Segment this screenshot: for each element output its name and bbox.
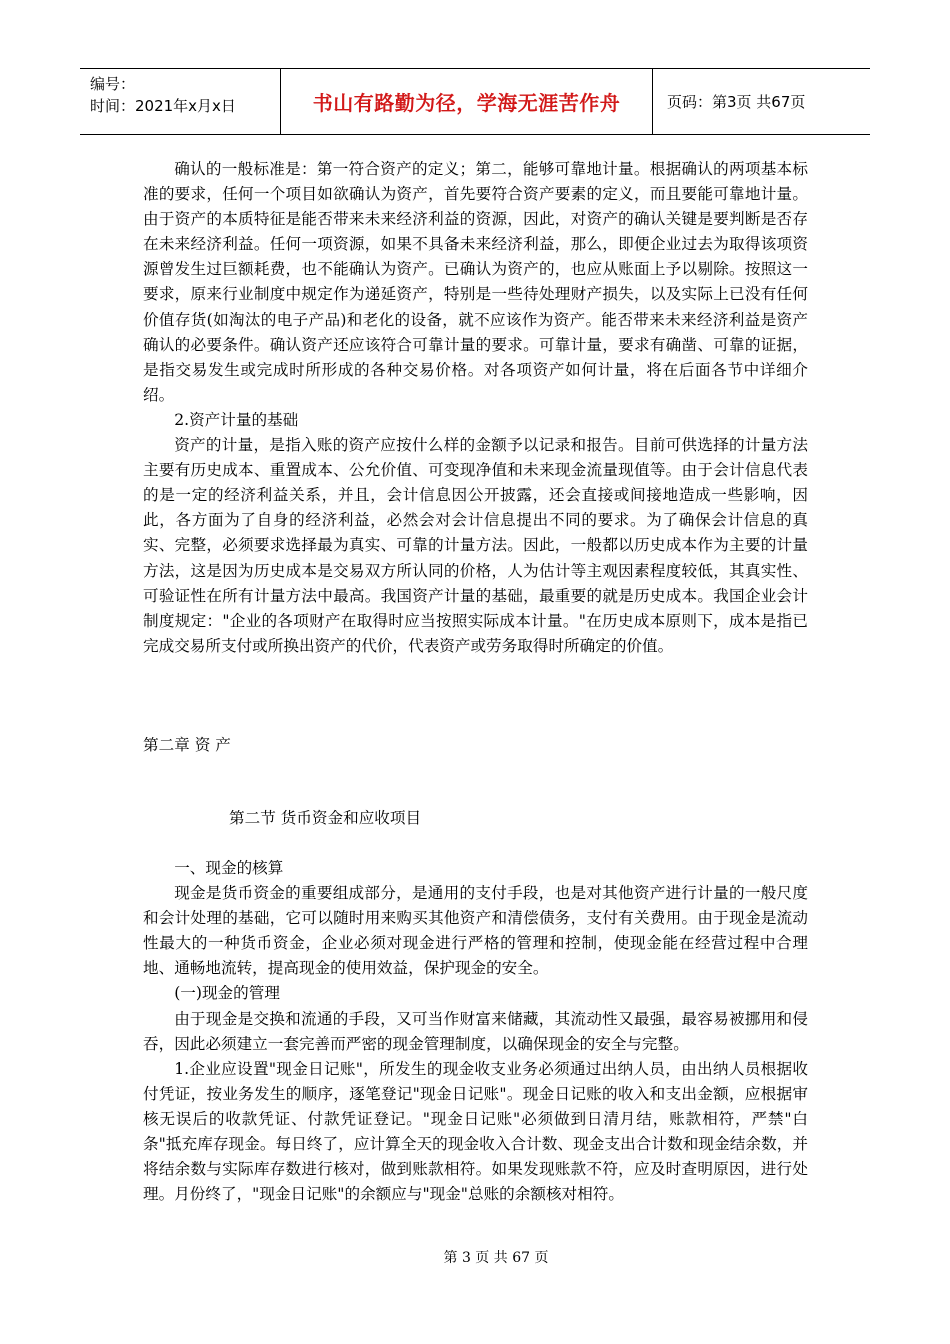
document-number-label: 编号：: [90, 75, 136, 93]
document-date: 时间：2021年x月x日: [90, 97, 236, 115]
subheading: 2.资产计量的基础: [174, 410, 299, 429]
paragraph: 1.企业应设置"现金日记账"，所发生的现金收支业务必须通过出纳人员，由出纳人员根据收付凭证，按业务发生的顺序，逐笔登记"现金日记账"。现金日记账的收入和支出金额，应根据审核无误后的收款凭证、付款凭证登记。"现金日记账"必须做到日清月结，账款相符，严禁"白条"抵充库存现金。每日终了，应计算全天的现金收入合计数、现金支出合计数和现金结余数，并将结余数与实际库存数进行核对，做到账款相符。如果发现账款不符，应及时查明原因，进行处理。月份终了，"现金日记账"的余额应与"现金"总账的余额核对相符。: [143, 1059, 808, 1204]
paragraph: 由于现金是交换和流通的手段，又可当作财富来储藏，其流动性又最强，最容易被挪用和侵吞，因此必须建立一套完善而严密的现金管理制度，以确保现金的安全与完整。: [143, 1009, 808, 1053]
paragraph: 确认的一般标准是：第一符合资产的定义；第二，能够可靠地计量。根据确认的两项基本标准的要求，任何一个项目如欲确认为资产，首先要符合资产要素的定义，而且要能可靠地计量。由于资产的本质特征是能否带来未来经济利益的资源，因此，对资产的确认关键是要判断是否存在未来经济利益。任何一项资源，如果不具备未来经济利益，那么，即便企业过去为取得该项资源曾发生过巨额耗费，也不能确认为资产。已确认为资产的，也应从账面上予以剔除。按照这一要求，原来行业制度中规定作为递延资产，特别是一些待处理财产损失，以及实际上已没有任何价值存货(如淘汰的电子产品)和老化的设备，就不应该作为资产。能否带来未来经济利益是资产确认的必要条件。确认资产还应该符合可靠计量的要求。可靠计量，要求有确凿、可靠的证据，是指交易发生或完成时所形成的各种交易价格。对各项资产如何计量，将在后面各节中详细介绍。: [143, 160, 808, 404]
body-section-1: [143, 157, 808, 659]
section-title: 第二节 货币资金和应收项目: [229, 809, 422, 827]
paragraph: 资产的计量，是指入账的资产应按什么样的金额予以记录和报告。目前可供选择的计量方法主要有历史成本、重置成本、公允价值、可变现净值和未来现金流量现值等。由于会计信息代表的是一定的经济利益关系，并且，会计信息因公开披露，还会直接或间接地造成一些影响，因此，各方面为了自身的经济利益，必然会对会计信息提出不同的要求。为了确保会计信息的真实、完整，必须要求选择最为真实、可靠的计量方法。因此，一般都以历史成本作为主要的计量方法，这是因为历史成本是交易双方所认同的价格，人为估计等主观因素程度较低，其真实性、可验证性在所有计量方法中最高。我国资产计量的基础，最重要的就是历史成本。我国企业会计制度规定："企业的各项财产在取得时应当按照实际成本计量。"在历史成本原则下，成本是指已完成交易所支付或所换出资产的代价，代表资产或劳务取得时所确定的价值。: [143, 436, 808, 655]
paragraph: 现金是货币资金的重要组成部分，是通用的支付手段，也是对其他资产进行计量的一般尺度和会计处理的基础，它可以随时用来购买其他资产和清偿债务，支付有关费用。由于现金是流动性最大的一种货币资金，企业必须对现金进行严格的管理和控制，使现金能在经营过程中合理地、通畅地流转，提高现金的使用效益，保护现金的安全。: [143, 884, 808, 978]
page-footer: 第 3 页 共 67 页: [443, 1250, 549, 1266]
chapter-title: 第二章 资 产: [143, 736, 231, 754]
subheading: (一)现金的管理: [174, 984, 280, 1003]
header-page-info: 页码：第3页 共67页: [667, 93, 806, 111]
subheading: 一、现金的核算: [174, 859, 284, 877]
header-meta: [80, 69, 280, 134]
header-motto: 书山有路勤为径，学海无涯苦作舟: [280, 69, 653, 134]
body-section-2: [143, 856, 808, 1207]
page-header: [80, 68, 870, 135]
